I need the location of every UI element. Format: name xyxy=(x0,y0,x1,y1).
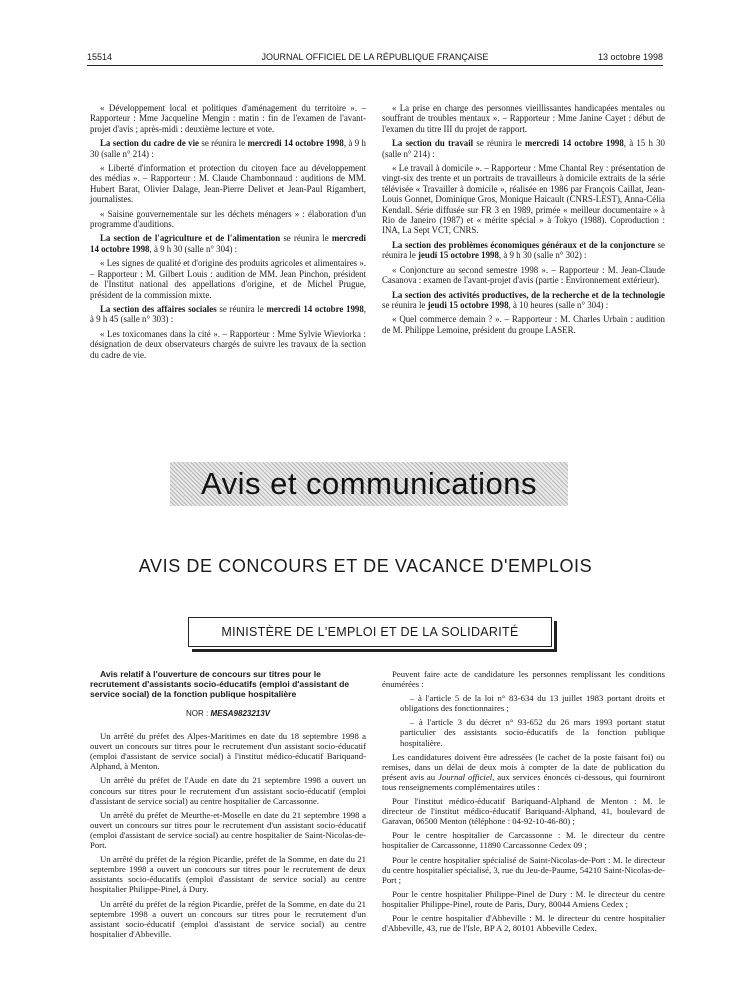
conditions-intro: Peuvent faire acte de candidature les personnes remplissant les conditions énumérées : xyxy=(382,669,665,690)
journal-officiel-ref: Journal officiel xyxy=(438,771,493,782)
meeting-date: jeudi 15 octobre 1998 xyxy=(417,250,499,261)
condition-item: – à l'article 5 de la loi n° 83-634 du 13 juillet 1983 portant droits et obligations des fonctionnaires ; xyxy=(382,693,665,713)
decree-paragraph: Un arrêté du préfet de la région Picardie, préfet de la Somme, en date du 21 septembre 1998 a ouvert un concours sur titres pour le recrutement de deux assistants socio-éducatifs (emploi d'assistant de service social) au centre hospitalier Philippe-Pinel, à Dury. xyxy=(90,854,366,895)
agenda-paragraph: « Quel commerce demain ? ». – Rapporteur : M. Charles Urbain : audition de M. Philippe Lemoine, président du groupe LASER. xyxy=(382,314,665,335)
section-text: se réunira le xyxy=(280,233,332,244)
section-announcement xyxy=(382,138,665,159)
agenda-paragraph: « Saisine gouvernementale sur les déchets ménagers » : élaboration d'un programme d'auditions. xyxy=(90,208,366,230)
notice-paragraphs xyxy=(90,731,366,939)
address-paragraph: Pour le centre hospitalier Philippe-Pinel de Dury : M. le directeur du centre hospitalier Philippe-Pinel, route de Paris, Dury, 80044 Amiens Cedex ; xyxy=(382,888,665,909)
decree-paragraph: Un arrêté du préfet de l'Aude en date du 21 septembre 1998 a ouvert un concours sur titres pour le recrutement d'un assistant socio-éducatif (emploi d'assistant de service social) au centre hospitalier de Carcassonne. xyxy=(90,775,366,806)
top-column-left xyxy=(90,103,366,364)
notice-column-left xyxy=(90,669,366,943)
section-announcement xyxy=(382,240,665,261)
meeting-time: , à 9 h 30 (salle n° 304) : xyxy=(149,243,238,254)
section-announcement xyxy=(90,233,366,254)
nor-reference xyxy=(90,709,366,719)
meeting-time: , à 9 h 30 (salle n° 302) : xyxy=(498,250,587,261)
agenda-paragraph: « Liberté d'information et protection du citoyen face au développement des médias ». – Rapporteur : M. Claude Chambonnaud : auditions de MM. Hubert Barat, Olivier Dalage, Jean-Pierre Delivet et Jean-Paul Rigambert, journalistes. xyxy=(90,163,366,205)
meeting-date: mercredi 14 octobre 1998 xyxy=(524,138,624,149)
address-list xyxy=(382,796,665,933)
agenda-paragraph: « Les toxicomanes dans la cité ». – Rapporteur : Mme Sylvie Wieviorka : désignation de deux observateurs chargés de suivre les travaux de la section du cadre de vie. xyxy=(90,328,366,360)
section-announcement xyxy=(382,290,665,311)
notice-title: Avis relatif à l'ouverture de concours sur titres pour le recrutement d'assistants socio-éducatifs (emploi d'assistant de service social) de la fonction publique hospitalière xyxy=(90,669,350,699)
meeting-time: , à 9 h 45 (salle n° 303) : xyxy=(90,303,366,325)
section-text: se réunira le xyxy=(382,299,428,310)
candidatures-text-end: , aux services énoncés ci-dessous, qui fourniront tous renseignements complémentaires utiles : xyxy=(382,771,666,792)
meeting-time: , à 10 heures (salle n° 304) : xyxy=(508,299,609,310)
nor-label: NOR : xyxy=(185,709,209,718)
section-announcement xyxy=(90,304,366,325)
meeting-date: mercredi 14 octobre 1998 xyxy=(90,233,366,254)
notice-column-right xyxy=(382,669,665,937)
section-text: se réunira le xyxy=(216,303,267,314)
section-text: se réunira le xyxy=(473,138,525,149)
section-banner xyxy=(170,462,568,506)
address-paragraph: Pour l'institut médico-éducatif Bariquand-Alphand de Menton : M. le directeur de l'institut médico-éducatif Bariquand-Alphand, 41, boulevard de Garavan, 06500 Menton (téléphone : 04-92-10-46-80) ; xyxy=(382,796,665,827)
section-text: se réunira le xyxy=(199,138,248,149)
decree-paragraph: Un arrêté du préfet des Alpes-Maritimes en date du 18 septembre 1998 a ouvert un concours sur titres pour le recrutement d'un assistant socio-éducatif (emploi d'assistant de service social) à l'institut médico-éducatif Bariquand-Alphand, à Menton. xyxy=(90,731,366,772)
condition-item: – à l'article 3 du décret n° 93-652 du 26 mars 1993 portant statut particulier des assistants socio-éducatifs de la fonction publique hospitalière. xyxy=(382,717,665,747)
address-paragraph: Pour le centre hospitalier d'Abbeville : M. le directeur du centre hospitalier d'Abbeville, 43, rue de l'Isle, BP A 2, 80101 Abbeville Cedex. xyxy=(382,912,665,934)
agenda-paragraph: « Développement local et politiques d'aménagement du territoire ». – Rapporteur : Mme Jacqueline Mengin : matin : fin de l'examen de l'avant-projet d'avis ; après-midi : deuxième lecture et vote. xyxy=(90,103,366,134)
meeting-time: , à 15 h 30 (salle n° 214) : xyxy=(382,138,665,159)
section-name: La section de l'agriculture et de l'alimentation xyxy=(100,233,281,244)
issue-date: 13 octobre 1998 xyxy=(597,52,663,62)
ministry-label: MINISTÈRE DE L'EMPLOI ET DE LA SOLIDARITÉ xyxy=(221,625,519,639)
agenda-paragraph: « La prise en charge des personnes vieillissantes handicapées mentales ou souffrant de troubles mentaux ». – Rapporteur : Mme Janine Cayet : début de l'examen du titre III du projet de rapport. xyxy=(382,103,665,134)
banner-title: Avis et communications xyxy=(200,466,538,501)
avis-heading: AVIS DE CONCOURS ET DE VACANCE D'EMPLOIS xyxy=(138,556,593,576)
agenda-paragraph: « Le travail à domicile ». – Rapporteur : Mme Chantal Rey : présentation de vingt-six des trente et un portraits de travailleurs à domicile extraits de la série télévisée « Travailler à domicile », réalisée en 1986 par François Caillat, Jean-Louis Gonnet, Dominique Gros, Monique Haicault (CNRS-LEST), Anna-Célia Kendall. Série diffusée sur FR 3 en 1989, primée « meilleur documentaire » à Rio de Janeiro (1987) et « mérite spécial » à Tokyo (1988). Coproduction : INA, La Sept VCT, CNRS. xyxy=(382,163,665,236)
meeting-date: mercredi 14 octobre 1998 xyxy=(266,303,364,314)
section-name: La section du cadre de vie xyxy=(100,138,199,149)
meeting-date: jeudi 15 octobre 1998 xyxy=(427,299,509,310)
conditions-list xyxy=(382,693,665,747)
candidatures-paragraph xyxy=(382,752,665,792)
candidatures-text: Les candidatures doivent être adressées (le cachet de la poste faisant foi) ou remises, dans un délai de deux mois à compter de la date de publication du présent avis au xyxy=(382,751,665,782)
agenda-paragraph: « Conjoncture au second semestre 1998 ». – Rapporteur : M. Jean-Claude Casanova : examen de l'avant-projet d'avis (partie : Environnement extérieur). xyxy=(382,264,665,286)
ministry-heading xyxy=(188,617,552,647)
section-name: La section des activités productives, de la recherche et de la technologie xyxy=(392,289,665,300)
header-rule xyxy=(87,65,663,66)
decree-paragraph: Un arrêté du préfet de la région Picardie, préfet de la Somme, en date du 21 septembre 1998 a ouvert un concours sur titres pour le recrutement d'un assistant socio-éducatif (emploi d'assistant de service social) au centre hospitalier d'Abbeville. xyxy=(90,898,366,939)
section-announcement xyxy=(90,138,366,159)
section-name: La section des problèmes économiques généraux et de la conjoncture xyxy=(392,239,655,250)
top-column-right xyxy=(382,103,665,339)
agenda-paragraph: « Les signes de qualité et d'origine des produits agricoles et alimentaires ». – Rapporteur : M. Gilbert Louis : audition de MM. Jean Pinchon, président de l'Institut national des appellations d'origine, et de Michel Prugue, président de la commission mixte. xyxy=(90,258,366,300)
meeting-date: mercredi 14 octobre 1998 xyxy=(247,138,344,149)
section-name: La section du travail xyxy=(392,138,474,149)
address-paragraph: Pour le centre hospitalier spécialisé de Saint-Nicolas-de-Port : M. le directeur du centre hospitalier spécialisé, 3, rue du Jeu-de-Paume, 54210 Saint-Nicolas-de-Port ; xyxy=(382,854,665,885)
section-text: se réunira le xyxy=(382,239,665,261)
address-paragraph: Pour le centre hospitalier de Carcassonne : M. le directeur du centre hospitalier de Carcassonne, 11890 Carcassonne Cedex 09 ; xyxy=(382,830,665,851)
page-number: 15514 xyxy=(87,52,113,62)
nor-code: MESA9823213V xyxy=(210,709,271,718)
journal-title: JOURNAL OFFICIEL DE LA RÉPUBLIQUE FRANÇAISE xyxy=(261,52,489,62)
section-name: La section des affaires sociales xyxy=(100,303,217,314)
decree-paragraph: Un arrêté du préfet de Meurthe-et-Moselle en date du 21 septembre 1998 a ouvert un concours sur titres pour le recrutement d'un assistant socio-éducatif (emploi d'assistant de service social) au centre hospitalier de Saint-Nicolas-de-Port. xyxy=(90,809,366,851)
meeting-time: , à 9 h 30 (salle n° 214) : xyxy=(90,138,366,159)
